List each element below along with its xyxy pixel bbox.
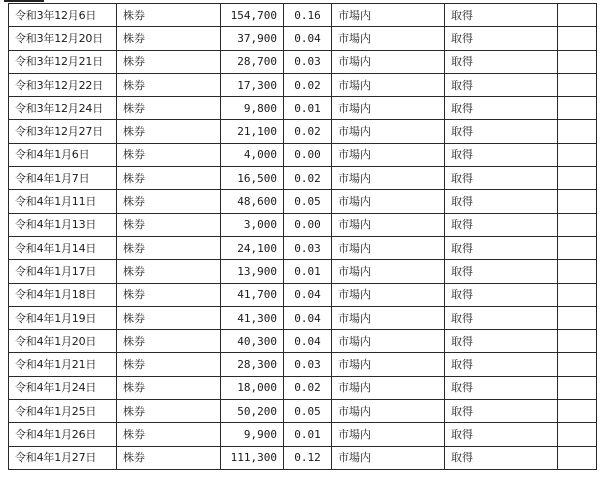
date-cell: 令和4年1月11日 xyxy=(9,190,117,213)
security-type-cell: 株券 xyxy=(117,353,221,376)
market-cell: 市場内 xyxy=(332,4,445,27)
date-cell: 令和3年12月24日 xyxy=(9,97,117,120)
transaction-type-cell: 取得 xyxy=(445,27,558,50)
quantity-cell: 48,600 xyxy=(221,190,284,213)
ratio-cell: 0.01 xyxy=(284,423,332,446)
note-cell xyxy=(558,423,597,446)
quantity-cell: 9,900 xyxy=(221,423,284,446)
transaction-table xyxy=(8,3,597,470)
market-cell: 市場内 xyxy=(332,236,445,259)
date-cell: 令和4年1月26日 xyxy=(9,423,117,446)
ratio-cell: 0.00 xyxy=(284,213,332,236)
transaction-type-cell: 取得 xyxy=(445,120,558,143)
table-row xyxy=(9,330,597,353)
note-cell xyxy=(558,236,597,259)
security-type-cell: 株券 xyxy=(117,167,221,190)
note-cell xyxy=(558,120,597,143)
market-cell: 市場内 xyxy=(332,376,445,399)
quantity-cell: 50,200 xyxy=(221,400,284,423)
transaction-type-cell: 取得 xyxy=(445,330,558,353)
note-cell xyxy=(558,167,597,190)
market-cell: 市場内 xyxy=(332,73,445,96)
market-cell: 市場内 xyxy=(332,167,445,190)
ratio-cell: 0.03 xyxy=(284,236,332,259)
quantity-cell: 37,900 xyxy=(221,27,284,50)
quantity-cell: 40,300 xyxy=(221,330,284,353)
note-cell xyxy=(558,190,597,213)
note-cell xyxy=(558,446,597,469)
market-cell: 市場内 xyxy=(332,306,445,329)
note-cell xyxy=(558,400,597,423)
security-type-cell: 株券 xyxy=(117,143,221,166)
security-type-cell: 株券 xyxy=(117,27,221,50)
security-type-cell: 株券 xyxy=(117,306,221,329)
note-cell xyxy=(558,73,597,96)
table-row xyxy=(9,4,597,27)
table-row xyxy=(9,120,597,143)
table-row xyxy=(9,423,597,446)
quantity-cell: 17,300 xyxy=(221,73,284,96)
date-cell: 令和4年1月6日 xyxy=(9,143,117,166)
table-row xyxy=(9,50,597,73)
market-cell: 市場内 xyxy=(332,423,445,446)
note-cell xyxy=(558,283,597,306)
security-type-cell: 株券 xyxy=(117,4,221,27)
ratio-cell: 0.04 xyxy=(284,330,332,353)
date-cell: 令和4年1月27日 xyxy=(9,446,117,469)
market-cell: 市場内 xyxy=(332,283,445,306)
quantity-cell: 41,700 xyxy=(221,283,284,306)
transaction-type-cell: 取得 xyxy=(445,446,558,469)
ratio-cell: 0.02 xyxy=(284,73,332,96)
note-cell xyxy=(558,306,597,329)
security-type-cell: 株券 xyxy=(117,260,221,283)
transaction-type-cell: 取得 xyxy=(445,283,558,306)
security-type-cell: 株券 xyxy=(117,283,221,306)
ratio-cell: 0.02 xyxy=(284,167,332,190)
market-cell: 市場内 xyxy=(332,50,445,73)
security-type-cell: 株券 xyxy=(117,190,221,213)
transaction-type-cell: 取得 xyxy=(445,260,558,283)
ratio-cell: 0.04 xyxy=(284,283,332,306)
ratio-cell: 0.05 xyxy=(284,190,332,213)
quantity-cell: 111,300 xyxy=(221,446,284,469)
market-cell: 市場内 xyxy=(332,446,445,469)
date-cell: 令和4年1月13日 xyxy=(9,213,117,236)
table-row xyxy=(9,283,597,306)
note-cell xyxy=(558,4,597,27)
transaction-type-cell: 取得 xyxy=(445,236,558,259)
date-cell: 令和4年1月17日 xyxy=(9,260,117,283)
security-type-cell: 株券 xyxy=(117,423,221,446)
table-row xyxy=(9,260,597,283)
transaction-type-cell: 取得 xyxy=(445,167,558,190)
security-type-cell: 株券 xyxy=(117,73,221,96)
table-row xyxy=(9,376,597,399)
note-cell xyxy=(558,376,597,399)
date-cell: 令和3年12月21日 xyxy=(9,50,117,73)
note-cell xyxy=(558,330,597,353)
ratio-cell: 0.01 xyxy=(284,97,332,120)
ratio-cell: 0.04 xyxy=(284,306,332,329)
date-cell: 令和4年1月18日 xyxy=(9,283,117,306)
date-cell: 令和3年12月27日 xyxy=(9,120,117,143)
ratio-cell: 0.16 xyxy=(284,4,332,27)
quantity-cell: 3,000 xyxy=(221,213,284,236)
security-type-cell: 株券 xyxy=(117,97,221,120)
transaction-type-cell: 取得 xyxy=(445,4,558,27)
market-cell: 市場内 xyxy=(332,27,445,50)
top-edge-mark xyxy=(4,0,44,2)
date-cell: 令和3年12月22日 xyxy=(9,73,117,96)
date-cell: 令和4年1月21日 xyxy=(9,353,117,376)
date-cell: 令和4年1月19日 xyxy=(9,306,117,329)
date-cell: 令和3年12月20日 xyxy=(9,27,117,50)
transaction-type-cell: 取得 xyxy=(445,376,558,399)
date-cell: 令和4年1月20日 xyxy=(9,330,117,353)
transaction-type-cell: 取得 xyxy=(445,353,558,376)
transaction-type-cell: 取得 xyxy=(445,143,558,166)
table-row xyxy=(9,167,597,190)
quantity-cell: 16,500 xyxy=(221,167,284,190)
transaction-type-cell: 取得 xyxy=(445,50,558,73)
note-cell xyxy=(558,213,597,236)
note-cell xyxy=(558,50,597,73)
note-cell xyxy=(558,27,597,50)
note-cell xyxy=(558,143,597,166)
security-type-cell: 株券 xyxy=(117,330,221,353)
ratio-cell: 0.01 xyxy=(284,260,332,283)
market-cell: 市場内 xyxy=(332,330,445,353)
market-cell: 市場内 xyxy=(332,213,445,236)
table-row xyxy=(9,143,597,166)
quantity-cell: 28,700 xyxy=(221,50,284,73)
quantity-cell: 21,100 xyxy=(221,120,284,143)
quantity-cell: 41,300 xyxy=(221,306,284,329)
market-cell: 市場内 xyxy=(332,190,445,213)
note-cell xyxy=(558,260,597,283)
security-type-cell: 株券 xyxy=(117,400,221,423)
transaction-type-cell: 取得 xyxy=(445,306,558,329)
security-type-cell: 株券 xyxy=(117,446,221,469)
market-cell: 市場内 xyxy=(332,120,445,143)
table-row xyxy=(9,73,597,96)
table-row xyxy=(9,97,597,120)
ratio-cell: 0.02 xyxy=(284,376,332,399)
security-type-cell: 株券 xyxy=(117,120,221,143)
date-cell: 令和4年1月24日 xyxy=(9,376,117,399)
transaction-type-cell: 取得 xyxy=(445,423,558,446)
quantity-cell: 28,300 xyxy=(221,353,284,376)
transaction-type-cell: 取得 xyxy=(445,213,558,236)
table-row xyxy=(9,306,597,329)
ratio-cell: 0.03 xyxy=(284,353,332,376)
quantity-cell: 154,700 xyxy=(221,4,284,27)
ratio-cell: 0.03 xyxy=(284,50,332,73)
date-cell: 令和4年1月25日 xyxy=(9,400,117,423)
quantity-cell: 9,800 xyxy=(221,97,284,120)
table-row xyxy=(9,27,597,50)
market-cell: 市場内 xyxy=(332,353,445,376)
note-cell xyxy=(558,97,597,120)
quantity-cell: 13,900 xyxy=(221,260,284,283)
note-cell xyxy=(558,353,597,376)
ratio-cell: 0.12 xyxy=(284,446,332,469)
quantity-cell: 18,000 xyxy=(221,376,284,399)
transaction-type-cell: 取得 xyxy=(445,73,558,96)
table-row xyxy=(9,190,597,213)
market-cell: 市場内 xyxy=(332,143,445,166)
security-type-cell: 株券 xyxy=(117,236,221,259)
transaction-table-body xyxy=(9,4,597,470)
table-row xyxy=(9,236,597,259)
table-row xyxy=(9,353,597,376)
market-cell: 市場内 xyxy=(332,260,445,283)
date-cell: 令和3年12月6日 xyxy=(9,4,117,27)
market-cell: 市場内 xyxy=(332,97,445,120)
security-type-cell: 株券 xyxy=(117,213,221,236)
table-row xyxy=(9,400,597,423)
date-cell: 令和4年1月7日 xyxy=(9,167,117,190)
security-type-cell: 株券 xyxy=(117,50,221,73)
transaction-type-cell: 取得 xyxy=(445,400,558,423)
transaction-type-cell: 取得 xyxy=(445,97,558,120)
ratio-cell: 0.00 xyxy=(284,143,332,166)
quantity-cell: 24,100 xyxy=(221,236,284,259)
table-row xyxy=(9,213,597,236)
security-type-cell: 株券 xyxy=(117,376,221,399)
market-cell: 市場内 xyxy=(332,400,445,423)
quantity-cell: 4,000 xyxy=(221,143,284,166)
ratio-cell: 0.04 xyxy=(284,27,332,50)
transaction-type-cell: 取得 xyxy=(445,190,558,213)
ratio-cell: 0.05 xyxy=(284,400,332,423)
date-cell: 令和4年1月14日 xyxy=(9,236,117,259)
ratio-cell: 0.02 xyxy=(284,120,332,143)
table-row xyxy=(9,446,597,469)
